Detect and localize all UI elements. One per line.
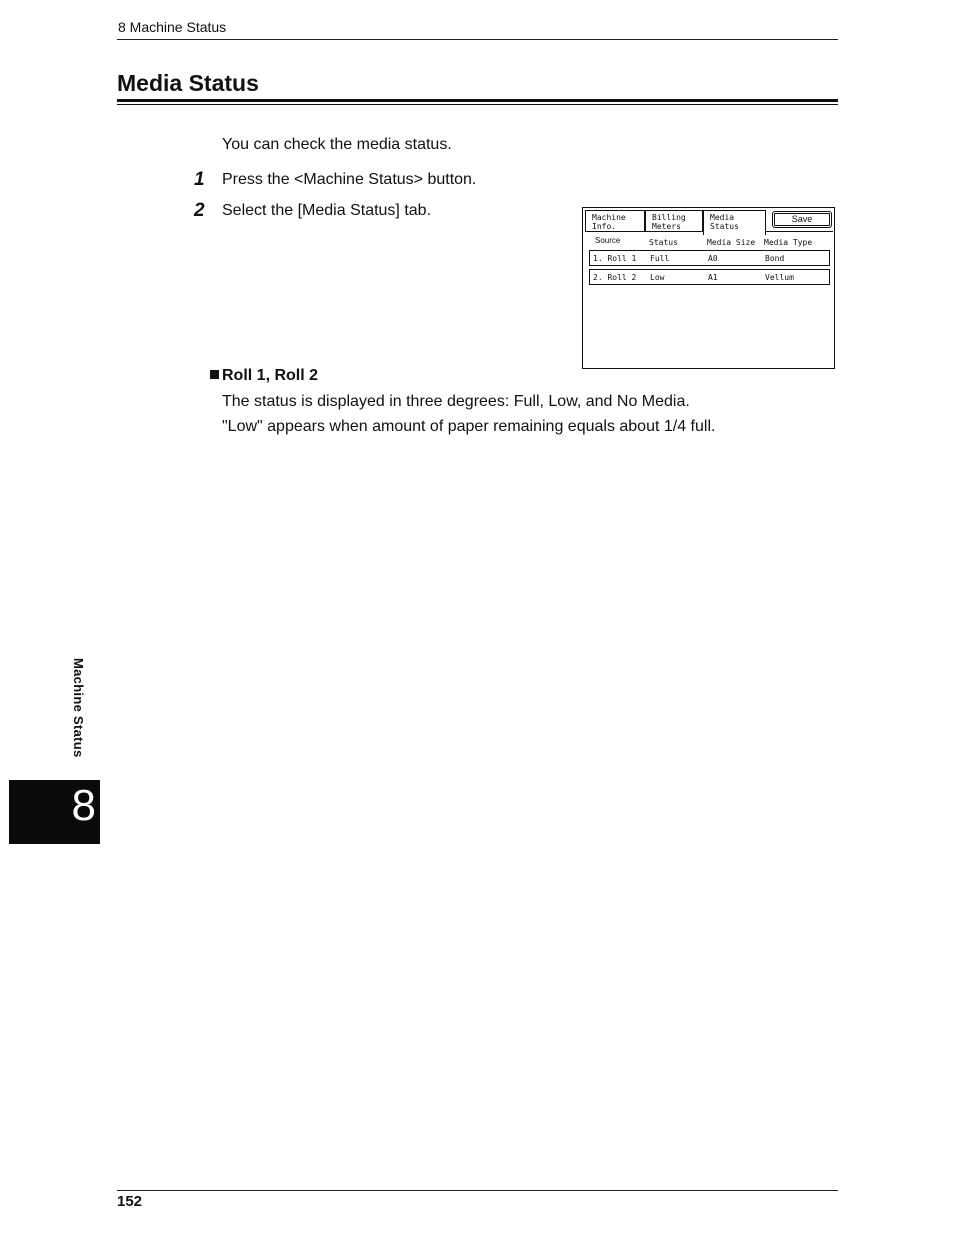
intro-text: You can check the media status. <box>222 136 452 153</box>
header-rule <box>117 39 838 40</box>
subsection-line-1: The status is displayed in three degrees: Full, Low, and No Media. <box>222 393 690 410</box>
side-tab-label: Machine Status <box>71 658 86 758</box>
row-status: Full <box>650 254 670 263</box>
footer-rule <box>117 1190 838 1191</box>
tab-media-status-line1: Media <box>710 213 735 222</box>
tab-billing-meters-line2: Meters <box>652 222 681 231</box>
tab-machine-info-line1: Machine <box>592 213 626 222</box>
subsection-title: Roll 1, Roll 2 <box>222 367 319 384</box>
column-header-source: Source <box>595 236 621 245</box>
step-text-2: Select the [Media Status] tab. <box>222 202 432 219</box>
row-media-type: Vellum <box>765 273 794 282</box>
chapter-number: 8 <box>71 781 96 830</box>
chapter-tab <box>9 780 100 844</box>
subsection-heading <box>210 367 318 385</box>
running-header: 8 Machine Status <box>118 19 227 35</box>
title-rule-thick <box>117 99 838 102</box>
save-button[interactable]: Save <box>772 211 832 228</box>
row-status: Low <box>650 273 665 282</box>
subsection-line-2: "Low" appears when amount of paper remaining equals about 1/4 full. <box>222 418 716 435</box>
step-number-1: 1 <box>194 169 205 190</box>
column-header-status: Status <box>649 238 678 247</box>
tab-billing-meters[interactable] <box>645 210 703 232</box>
row-media-type: Bond <box>765 254 785 263</box>
step-number-2: 2 <box>194 200 205 221</box>
table-row[interactable] <box>589 250 830 266</box>
row-media-size: A0 <box>708 254 718 263</box>
column-header-media-type: Media Type <box>764 238 813 247</box>
tab-billing-meters-line1: Billing <box>652 213 686 222</box>
tab-media-status-line2: Status <box>710 222 739 231</box>
media-status-panel <box>582 207 835 369</box>
section-title: Media Status <box>117 70 259 96</box>
column-header-media-size: Media Size <box>707 238 756 247</box>
row-source: 2. Roll 2 <box>593 273 637 282</box>
tab-media-status[interactable] <box>703 210 766 235</box>
page-number: 152 <box>117 1193 143 1210</box>
row-media-size: A1 <box>708 273 718 282</box>
row-source: 1. Roll 1 <box>593 254 637 263</box>
square-bullet-icon <box>210 370 219 379</box>
tab-machine-info-line2: Info. <box>592 222 617 231</box>
tab-machine-info[interactable] <box>585 210 645 232</box>
title-rule-thin <box>117 104 838 105</box>
table-row[interactable] <box>589 269 830 285</box>
step-text-1: Press the <Machine Status> button. <box>222 171 477 188</box>
